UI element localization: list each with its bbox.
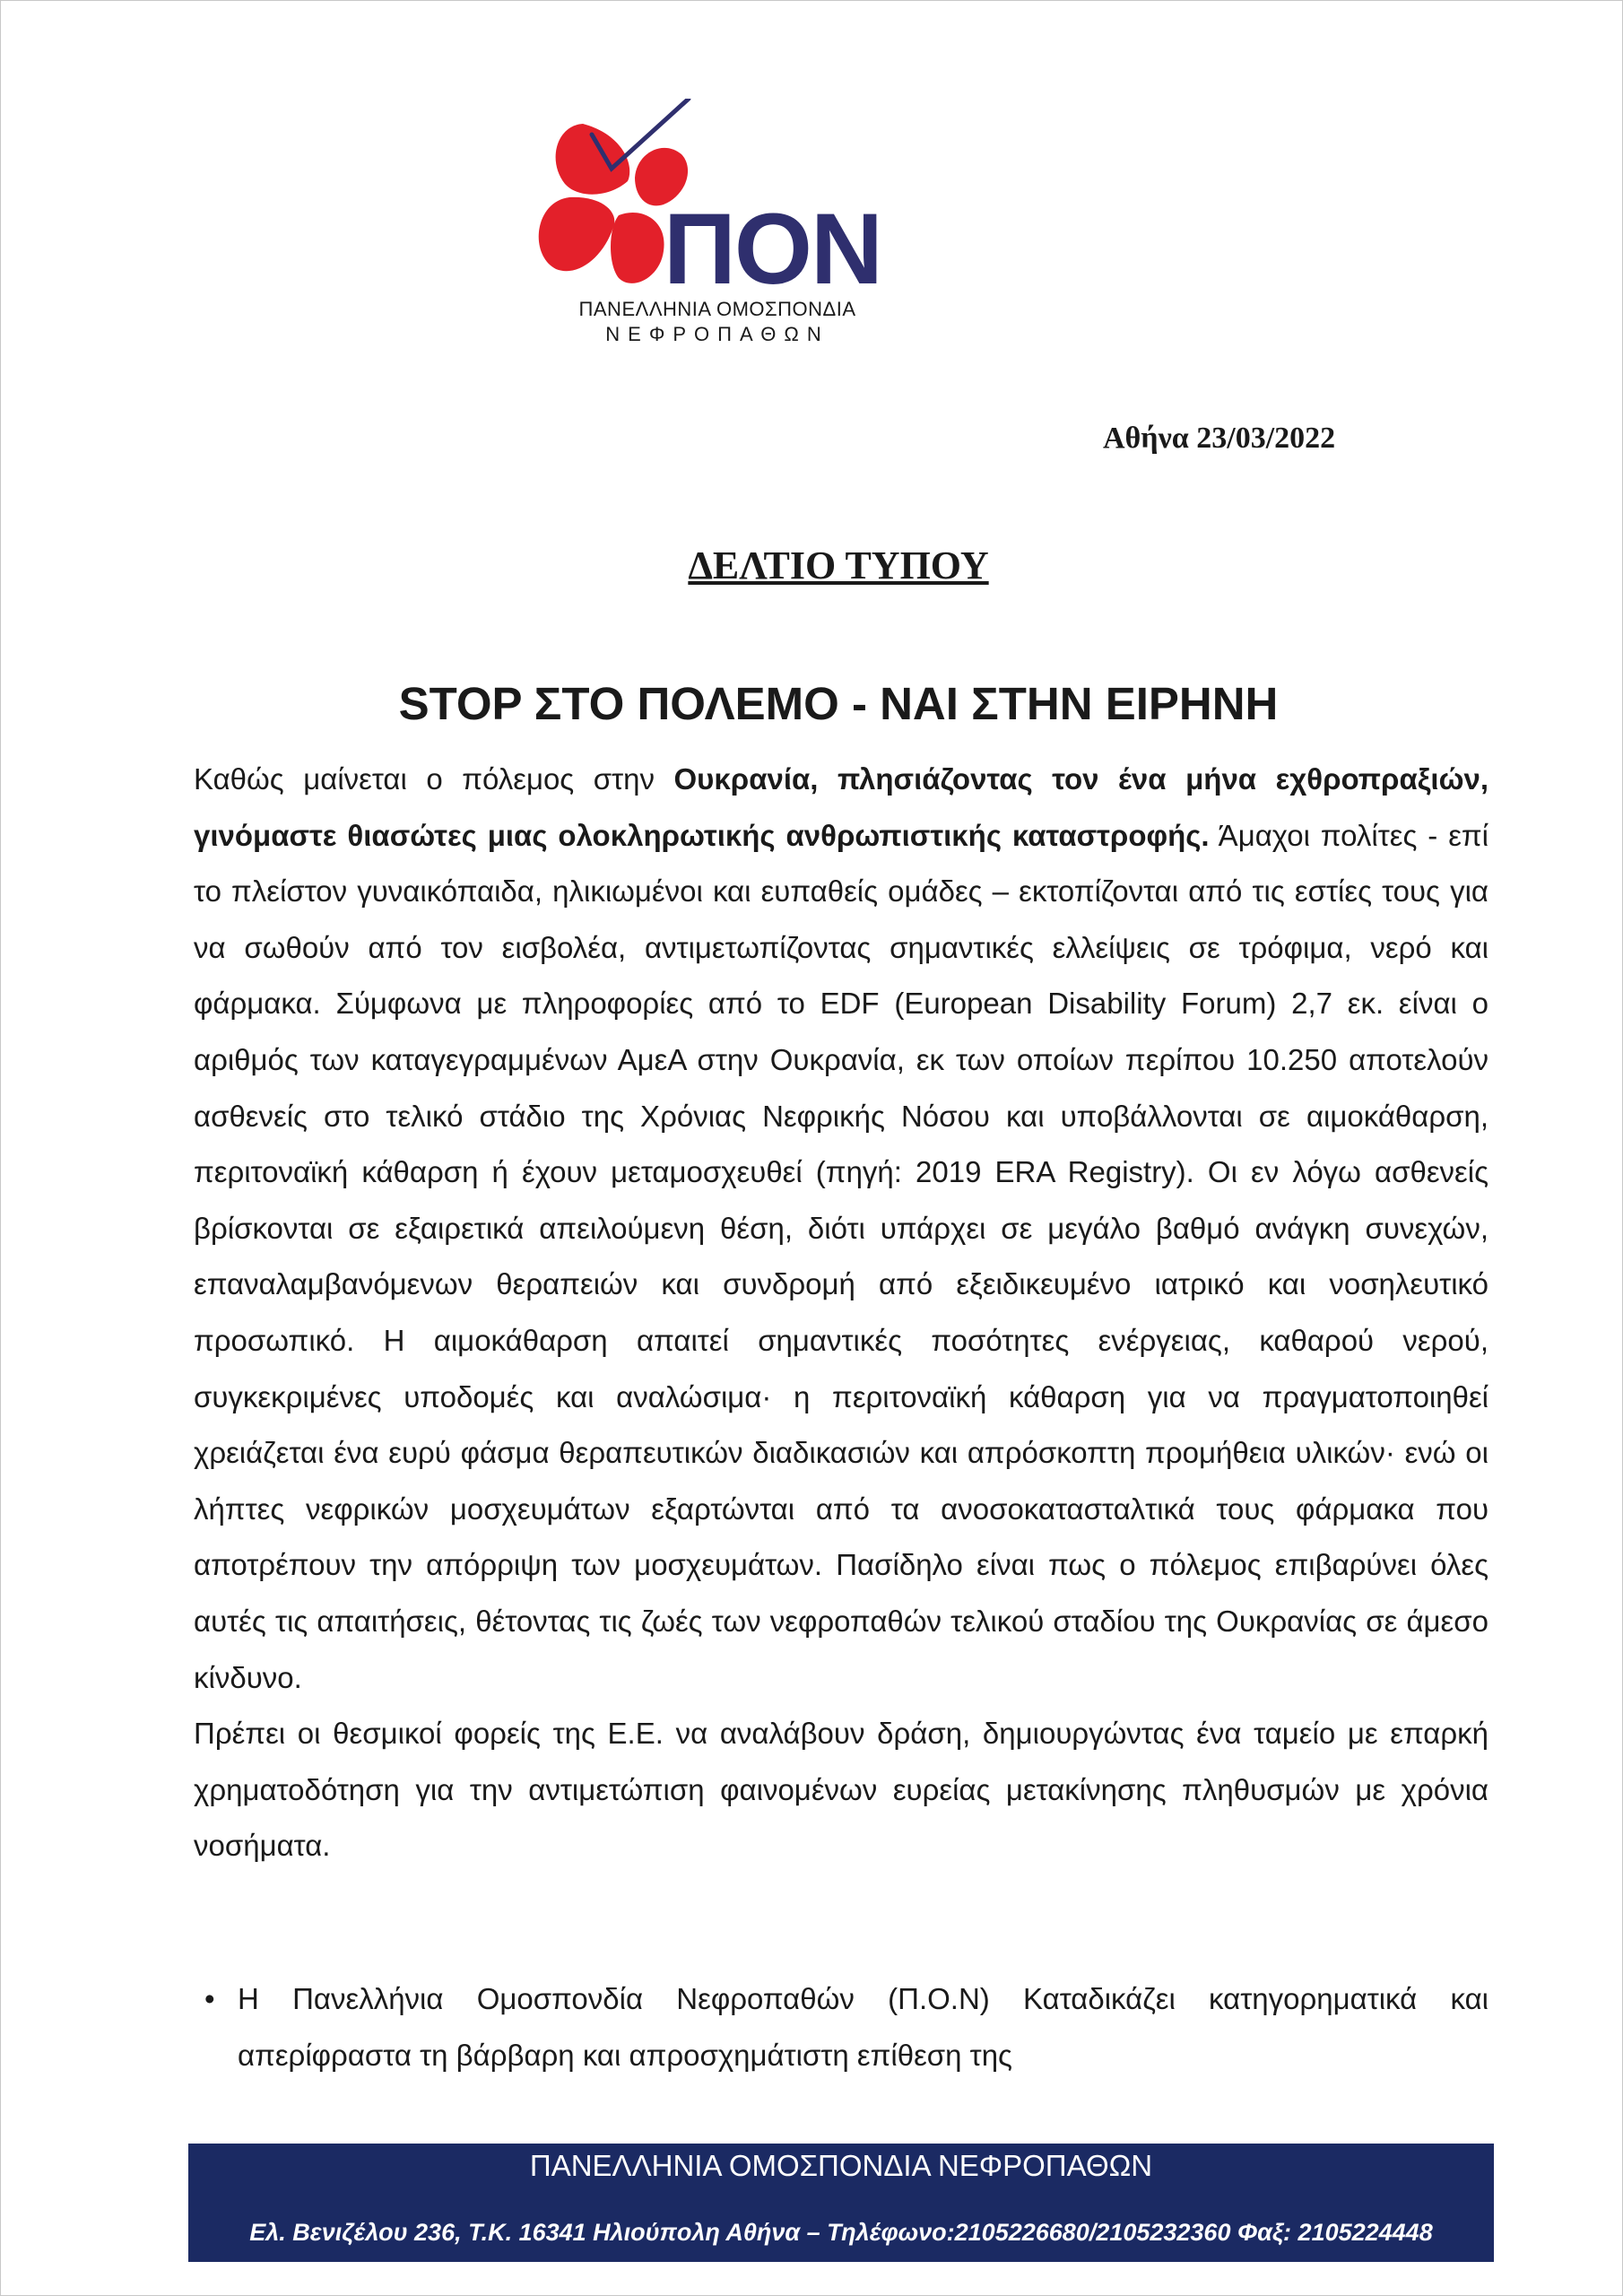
paragraph-1-rest: Άμαχοι πολίτες - επί το πλείστον γυναικόπαιδα, ηλικιωμένοι και ευπαθείς ομάδες – εκτοπίζονται από τις εστίες τους για να σωθούν από τον εισβολέα, αντιμετωπίζοντας σημαντικές ελλείψεις σε τρόφιμα, νερό και φάρμακα. Σύμφωνα με πληροφορίες από το EDF (European Disability Forum) 2,7 εκ. είναι ο αριθμός των καταγεγραμμένων ΑμεΑ στην Ουκρανία, εκ των οποίων περίπου 10.250 αποτελούν ασθενείς στο τελικό στάδιο της Χρόνιας Νεφρικής Νόσου και υποβάλλονται σε αιμοκάθαρση, περιτοναϊκή κάθαρση ή έχουν μεταμοσχευθεί (πηγή: 2019 ERA Registry). Οι εν λόγω ασθενείς βρίσκονται σε εξαιρετικά απειλούμενη θέση, διότι υπάρχει σε μεγάλο βαθμό ανάγκη συνεχών, επαναλαμβανόμενων θεραπειών και συνδρομή από εξειδικευμένο ιατρικό και νοσηλευτικό προσωπικό. Η αιμοκάθαρση απαιτεί σημαντικές ποσότητες ενέργειας, καθαρού νερού, συγκεκριμένες υποδομές και αναλώσιμα· η περιτοναϊκή κάθαρση για να πραγματοποιηθεί χρειάζεται ένα ευρύ φάσμα θεραπευτικών διαδικασιών και απρόσκοπτη προμήθεια υλικών· ενώ οι λήπτες νεφρικών μοσχευμάτων εξαρτώνται από τα ανοσοκατασταλτικά τους φάρμακα που αποτρέπουν την απόρριψη των μοσχευμάτων. Πασίδηλο είναι πως ο πόλεμος επιβαρύνει όλες αυτές τις απαιτήσεις, θέτοντας τις ζωές των νεφροπαθών τελικού σταδίου της Ουκρανίας σε άμεσο κίνδυνο. bbox=[194, 818, 1488, 1694]
logo-subtitle-line1: ΠΑΝΕΛΛΗΝΙΑ ΟΜΟΣΠΟΝΔΙΑ bbox=[578, 298, 856, 320]
bullet-text: Η Πανελλήνια Ομοσπονδία Νεφροπαθών (Π.Ο.Ν) Καταδικάζει κατηγορηματικά και απερίφραστα τη βάρβαρη και απροσχημάτιστη επίθεση της bbox=[238, 1982, 1488, 2072]
bullet-item bbox=[204, 1971, 1488, 2083]
paragraph-1 bbox=[194, 752, 1488, 1706]
logo-wordmark: ΠΟΝ bbox=[664, 193, 881, 305]
document-type-label: ΔΕΛΤΙΟ ΤΥΠΟΥ bbox=[688, 544, 989, 587]
paragraph-1-intro: Καθώς μαίνεται ο πόλεμος στην bbox=[194, 762, 674, 796]
organization-logo bbox=[529, 99, 906, 350]
logo-subtitle-line2: ΝΕΦΡΟΠΑΘΩΝ bbox=[605, 323, 829, 345]
body-text bbox=[194, 752, 1488, 1874]
footer-address: Ελ. Βενιζέλου 236, Τ.Κ. 16341 Ηλιούπολη Αθήνα – Τηλέφωνο:2105226680/2105232360 Φαξ: 2105224448 bbox=[249, 2219, 1433, 2246]
document-date: Αθήνα 23/03/2022 bbox=[1103, 422, 1336, 455]
press-release-headline: STOP ΣΤΟ ΠΟΛΕΜΟ - ΝΑΙ ΣΤΗΝ ΕΙΡΗΝΗ bbox=[398, 678, 1279, 729]
footer-banner bbox=[188, 2144, 1494, 2262]
bullet-marker: • bbox=[204, 1982, 215, 2015]
paragraph-1-bold: Ουκρανία, πλησιάζοντας τον ένα μήνα εχθροπραξιών, γινόμαστε θιασώτες μιας ολοκληρωτικής ανθρωπιστικής καταστροφής. bbox=[194, 762, 1488, 852]
footer-title: ΠΑΝΕΛΛΗΝΙΑ ΟΜΟΣΠΟΝΔΙΑ ΝΕΦΡΟΠΑΘΩΝ bbox=[529, 2149, 1153, 2182]
paragraph-2: Πρέπει οι θεσμικοί φορείς της Ε.Ε. να αναλάβουν δράση, δημιουργώντας ένα ταμείο με επαρκή χρηματοδότηση για την αντιμετώπιση φαινομένων ευρείας μετακίνησης πληθυσμών με χρόνια νοσήματα. bbox=[194, 1717, 1488, 1863]
